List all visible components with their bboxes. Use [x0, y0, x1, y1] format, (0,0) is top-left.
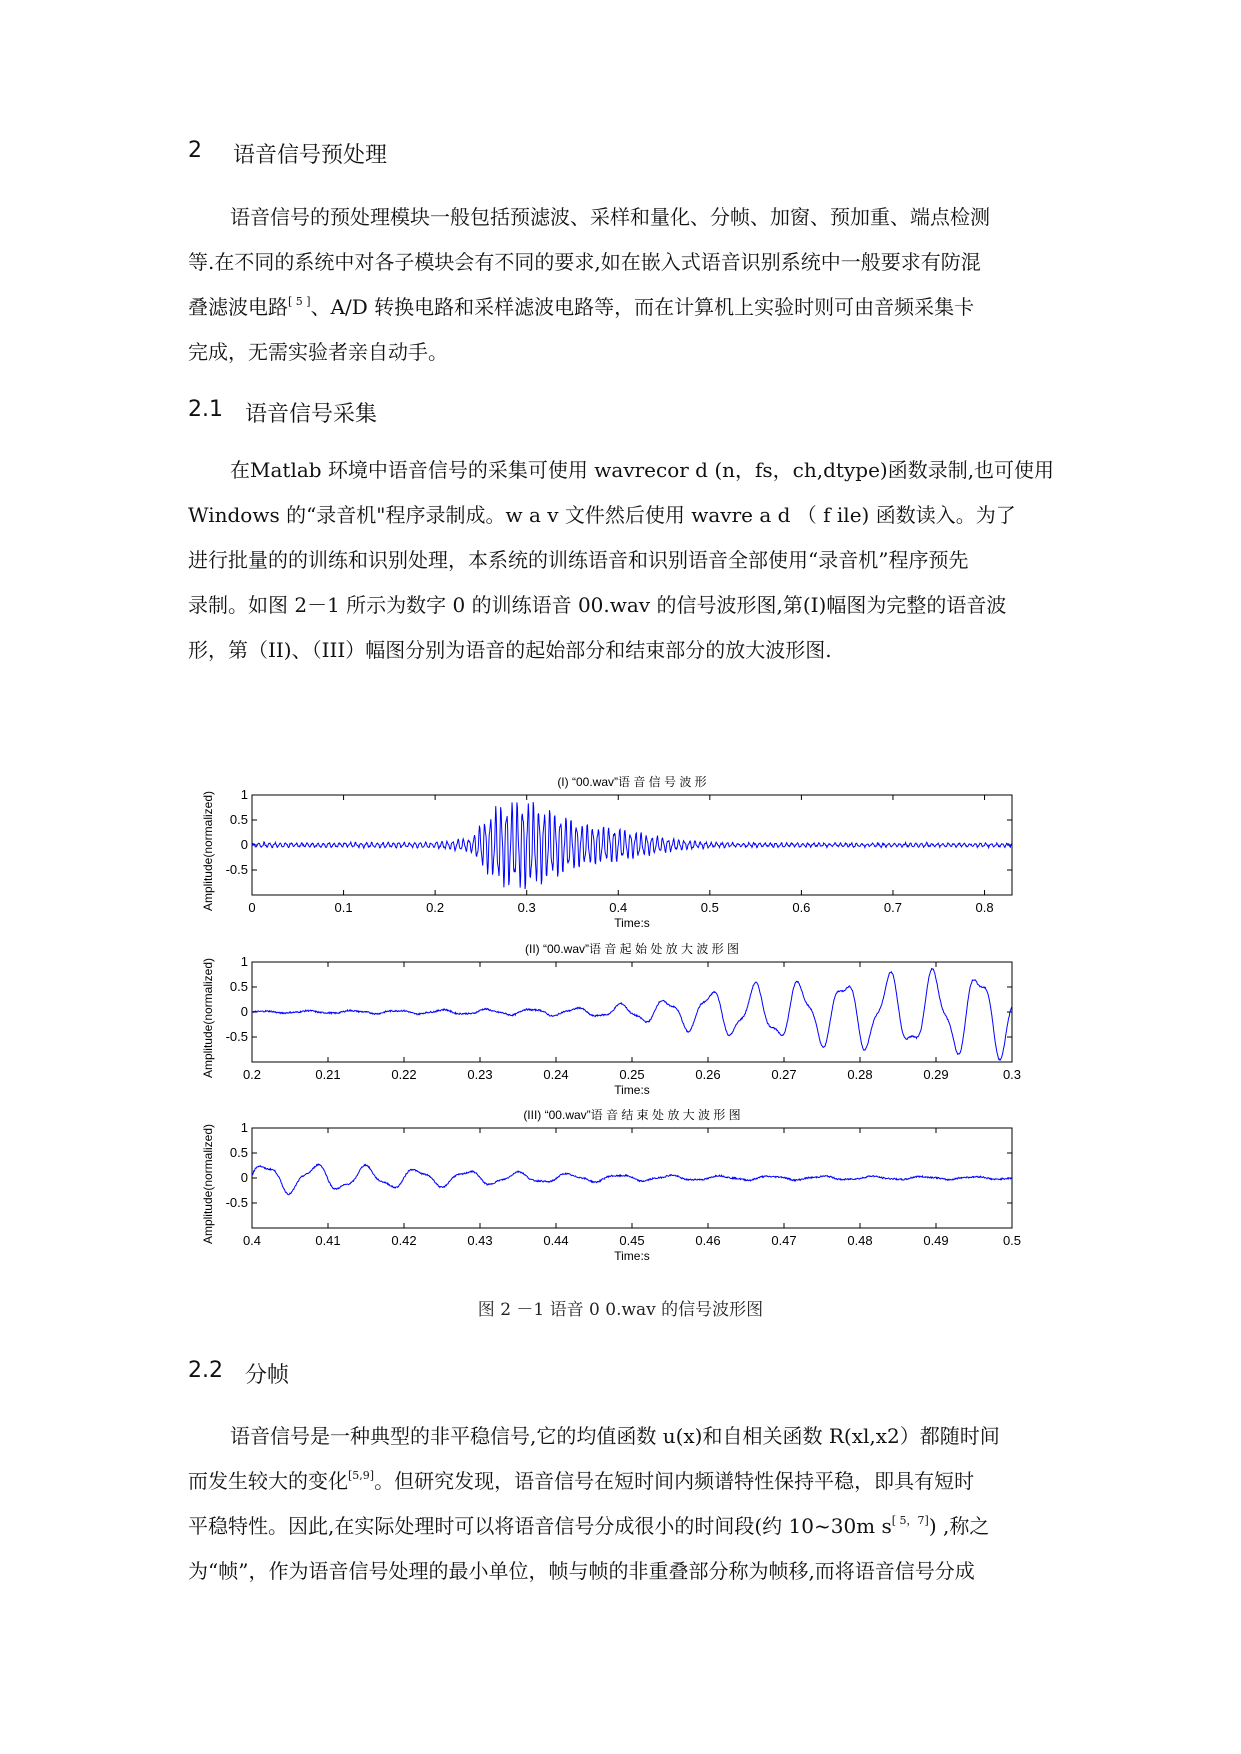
x-tick-label: 0.23: [467, 1067, 493, 1082]
plot-title: (III) “00.wav”语 音 结 束 处 放 大 波 形 图: [523, 1108, 741, 1122]
waveform-plot-3: [201, 1107, 1021, 1263]
section-number: 2: [188, 138, 202, 163]
x-tick-label: 0.45: [619, 1233, 645, 1248]
y-tick-label: -0.5: [225, 1195, 248, 1210]
citation: [ 5 ]: [288, 295, 311, 308]
section-number: 2.2: [188, 1358, 223, 1383]
y-tick-label: 1: [240, 787, 248, 802]
x-tick-label: 0.21: [315, 1067, 341, 1082]
x-axis-label: Time:s: [614, 916, 650, 930]
y-tick-label: -0.5: [225, 1029, 248, 1044]
x-tick-label: 0.46: [695, 1233, 721, 1248]
x-tick-label: 0.41: [315, 1233, 341, 1248]
y-tick-label: -0.5: [225, 862, 248, 877]
citation: [5,9]: [348, 1469, 375, 1482]
x-tick-label: 0.43: [467, 1233, 493, 1248]
y-tick-label: 0.5: [229, 979, 248, 994]
x-tick-label: 0.25: [619, 1067, 645, 1082]
x-tick-label: 0.27: [771, 1067, 797, 1082]
citation: [ 5，7]: [891, 1514, 929, 1527]
x-axis-label: Time:s: [614, 1249, 650, 1263]
x-tick-label: 0.44: [543, 1233, 569, 1248]
x-tick-label: 0.48: [847, 1233, 873, 1248]
section-number: 2.1: [188, 397, 223, 422]
text-line: 语音信号是一种典型的非平稳信号,它的均值函数 u(x)和自相关函数 R(xl,x2）都随时间: [230, 1424, 1000, 1448]
x-tick-label: 0.3: [517, 900, 536, 915]
x-tick-label: 0.24: [543, 1067, 569, 1082]
text-line: 在Matlab 环境中语音信号的采集可使用 wavrecor d (n，fs，ch,dtype)函数录制,也可使用: [230, 458, 1055, 482]
figure-caption: 图 2 －1 语音 0 0.wav 的信号波形图: [477, 1300, 764, 1320]
y-axis-label: Amplitude(normalized): [201, 790, 215, 912]
text-line: 为“帧”，作为语音信号处理的最小单位，帧与帧的非重叠部分称为帧移,而将语音信号分成: [188, 1559, 975, 1583]
y-tick-label: 0.5: [229, 1145, 248, 1160]
x-tick-label: 0.28: [847, 1067, 873, 1082]
y-tick-label: 0.5: [229, 812, 248, 827]
x-tick-label: 0.3: [1002, 1067, 1022, 1082]
text-line: 等.在不同的系统中对各子模块会有不同的要求,如在嵌入式语音识别系统中一般要求有防混: [188, 250, 981, 274]
x-tick-label: 0.7: [883, 900, 903, 915]
x-tick-label: 0.49: [923, 1233, 949, 1248]
text-line: Windows 的“录音机"程序录制成。w a v 文件然后使用 wavre a d （ f ile) 函数读入。为了: [188, 503, 1016, 527]
text-line: 完成，无需实验者亲自动手。: [188, 340, 448, 364]
text-line: 录制。如图 2－1 所示为数字 0 的训练语音 00.wav 的信号波形图,第(Ⅰ)幅图为完整的语音波: [188, 593, 1007, 617]
plot-title: (II) “00.wav”语 音 起 始 处 放 大 波 形 图: [524, 942, 740, 956]
y-axis-label: Amplitude(normalized): [201, 957, 215, 1079]
x-tick-label: 0.29: [923, 1067, 949, 1082]
y-tick-label: 0: [240, 837, 248, 852]
x-tick-label: 0.22: [391, 1067, 417, 1082]
x-tick-label: 0.26: [695, 1067, 721, 1082]
x-tick-label: 0.1: [334, 900, 353, 915]
text-line: 平稳特性。因此,在实际处理时可以将语音信号分成很小的时间段(约 10~30m s[ 5，7]) ,称之: [188, 1514, 990, 1538]
x-tick-label: 0.4: [242, 1233, 262, 1248]
text-line: 进行批量的的训练和识别处理，本系统的训练语音和识别语音全部使用“录音机”程序预先: [188, 548, 969, 572]
text-line: 而发生较大的变化[5,9]。但研究发现，语音信号在短时间内频谱特性保持平稳，即具有短时: [188, 1469, 975, 1493]
waveform-plot-2: [201, 941, 1021, 1097]
text-line: 形，第（II)、（III）幅图分别为语音的起始部分和结束部分的放大波形图.: [188, 638, 832, 662]
waveform-plot-1: [201, 774, 1012, 930]
x-tick-label: 0.5: [700, 900, 719, 915]
text-line: 叠滤波电路[ 5 ]、A/D 转换电路和采样滤波电路等，而在计算机上实验时则可由音频采集卡: [188, 295, 975, 319]
section-title: 语音信号预处理: [233, 143, 388, 168]
y-tick-label: 0: [240, 1004, 248, 1019]
x-tick-label: 0.47: [771, 1233, 797, 1248]
x-tick-label: 0.2: [426, 900, 445, 915]
section-title: 语音信号采集: [245, 402, 378, 427]
text-line: 语音信号的预处理模块一般包括预滤波、采样和量化、分帧、加窗、预加重、端点检测: [230, 205, 990, 229]
y-tick-label: 1: [240, 1120, 248, 1135]
x-tick-label: 0.6: [792, 900, 811, 915]
section-title: 分帧: [245, 1363, 290, 1388]
x-tick-label: 0: [248, 900, 256, 915]
y-tick-label: 1: [240, 954, 248, 969]
x-tick-label: 0.4: [609, 900, 628, 915]
y-axis-label: Amplitude(normalized): [201, 1123, 215, 1245]
plot-title: (I) “00.wav”语 音 信 号 波 形: [557, 775, 707, 789]
x-tick-label: 0.2: [242, 1067, 262, 1082]
y-tick-label: 0: [240, 1170, 248, 1185]
x-tick-label: 0.8: [975, 900, 994, 915]
x-axis-label: Time:s: [614, 1083, 650, 1097]
x-tick-label: 0.42: [391, 1233, 417, 1248]
x-tick-label: 0.5: [1002, 1233, 1022, 1248]
section-heading-2-2: [188, 1358, 290, 1388]
